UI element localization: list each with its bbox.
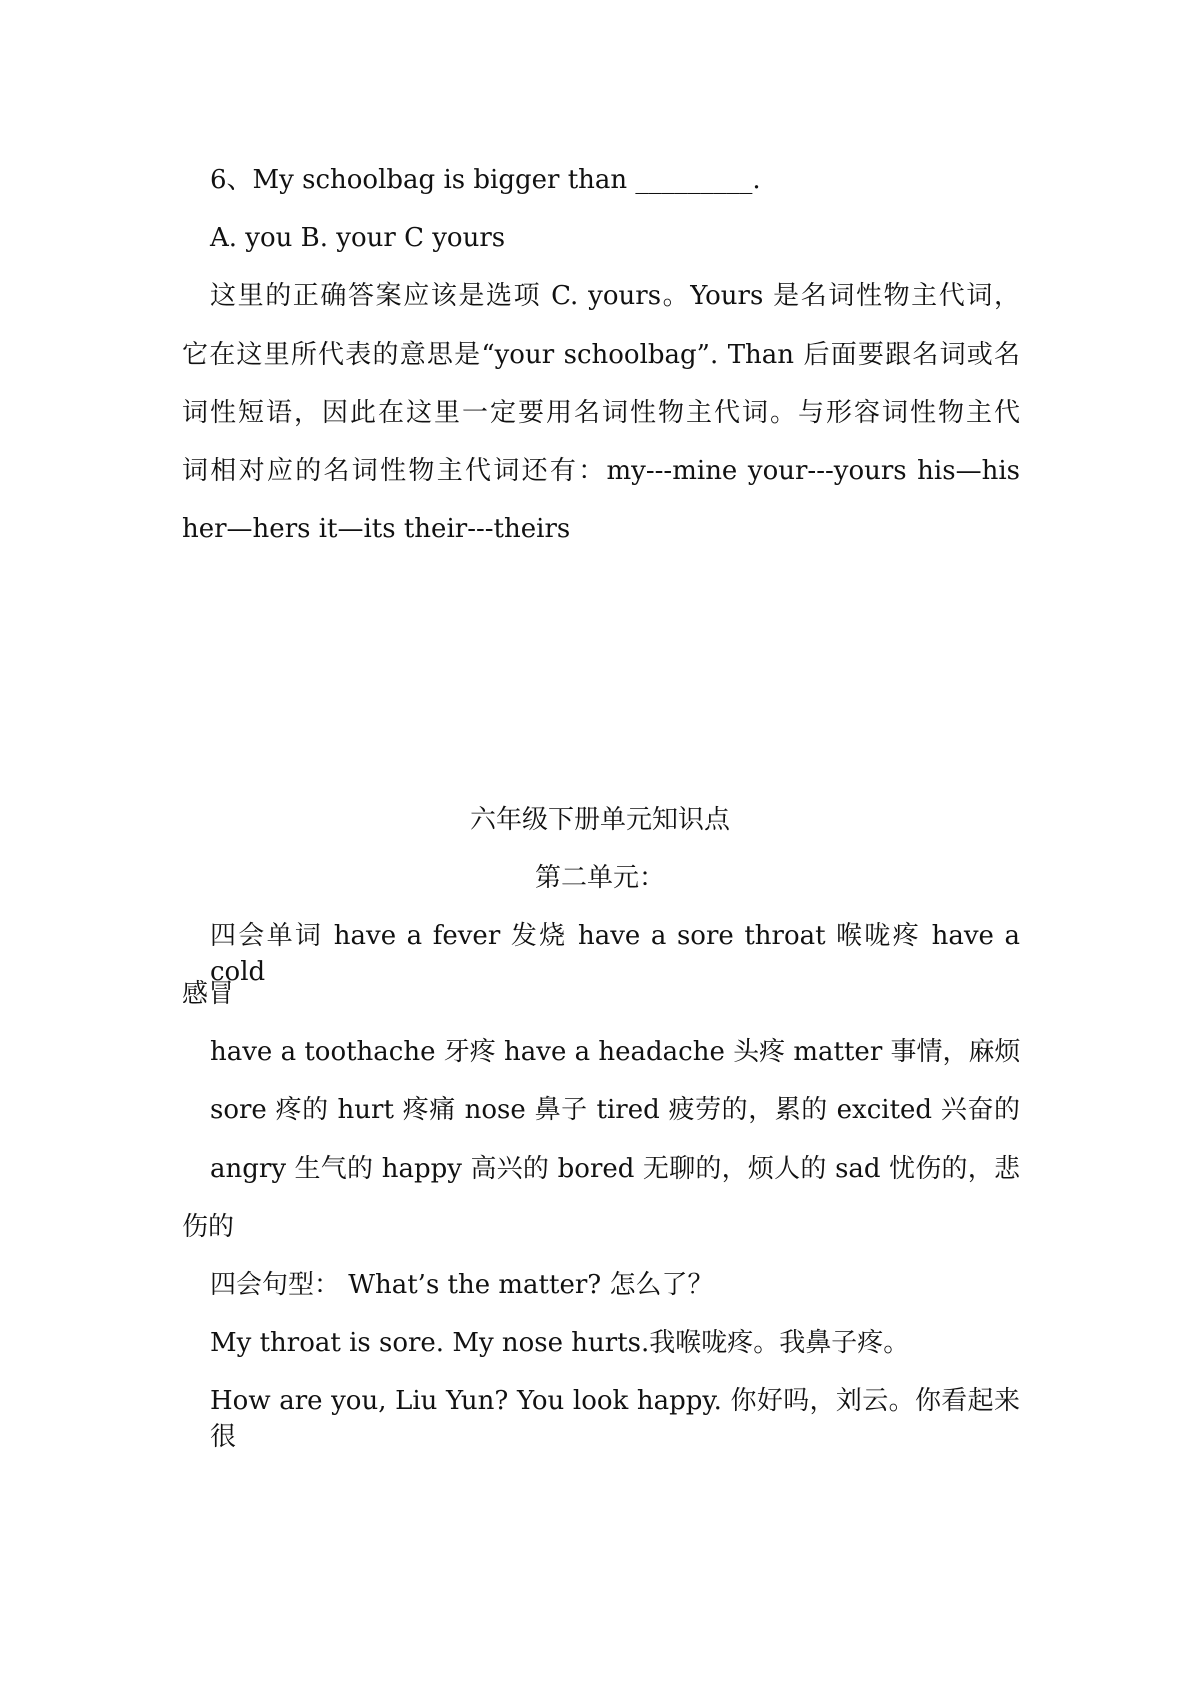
sentence-pattern-line-3: How are you, Liu Yun? You look happy. 你好吗，刘云。你看起来很 [210, 1386, 1020, 1452]
sentence-pattern-line-1: 四会句型： What’s the matter? 怎么了？ [210, 1270, 714, 1300]
question-options: A. you B. your C yours [210, 223, 506, 253]
vocabulary-line-2: 感冒 [182, 979, 235, 1009]
question-stem: 6、My schoolbag is bigger than _________. [210, 165, 761, 195]
vocabulary-line-5: angry 生气的 happy 高兴的 bored 无聊的，烦人的 sad 忧伤的，悲 [210, 1154, 1020, 1184]
section-title: 六年级下册单元知识点 [469, 805, 730, 835]
explanation-line-2: 它在这里所代表的意思是“your schoolbag”. Than 后面要跟名词或名 [182, 340, 1020, 370]
explanation-line-1: 这里的正确答案应该是选项 C. yours。Yours 是名词性物主代词， [210, 281, 1020, 311]
unit-heading: 第二单元： [534, 863, 665, 893]
explanation-line-4: 词相对应的名词性物主代词还有：my---mine your---yours his—his [182, 456, 1020, 486]
vocabulary-line-4: sore 疼的 hurt 疼痛 nose 鼻子 tired 疲劳的，累的 excited 兴奋的 [210, 1095, 1020, 1125]
vocabulary-line-1: 四会单词 have a fever 发烧 have a sore throat 喉咙疼 have a cold [210, 921, 1020, 987]
sentence-pattern-line-2: My throat is sore. My nose hurts.我喉咙疼。我鼻子疼。 [210, 1328, 910, 1358]
vocabulary-line-3: have a toothache 牙疼 have a headache 头疼 matter 事情，麻烦 [210, 1037, 1021, 1067]
explanation-line-3: 词性短语，因此在这里一定要用名词性物主代词。与形容词性物主代 [182, 398, 1020, 428]
vocabulary-line-6: 伤的 [182, 1212, 235, 1242]
explanation-line-5: her—hers it—its their---theirs [182, 514, 571, 544]
